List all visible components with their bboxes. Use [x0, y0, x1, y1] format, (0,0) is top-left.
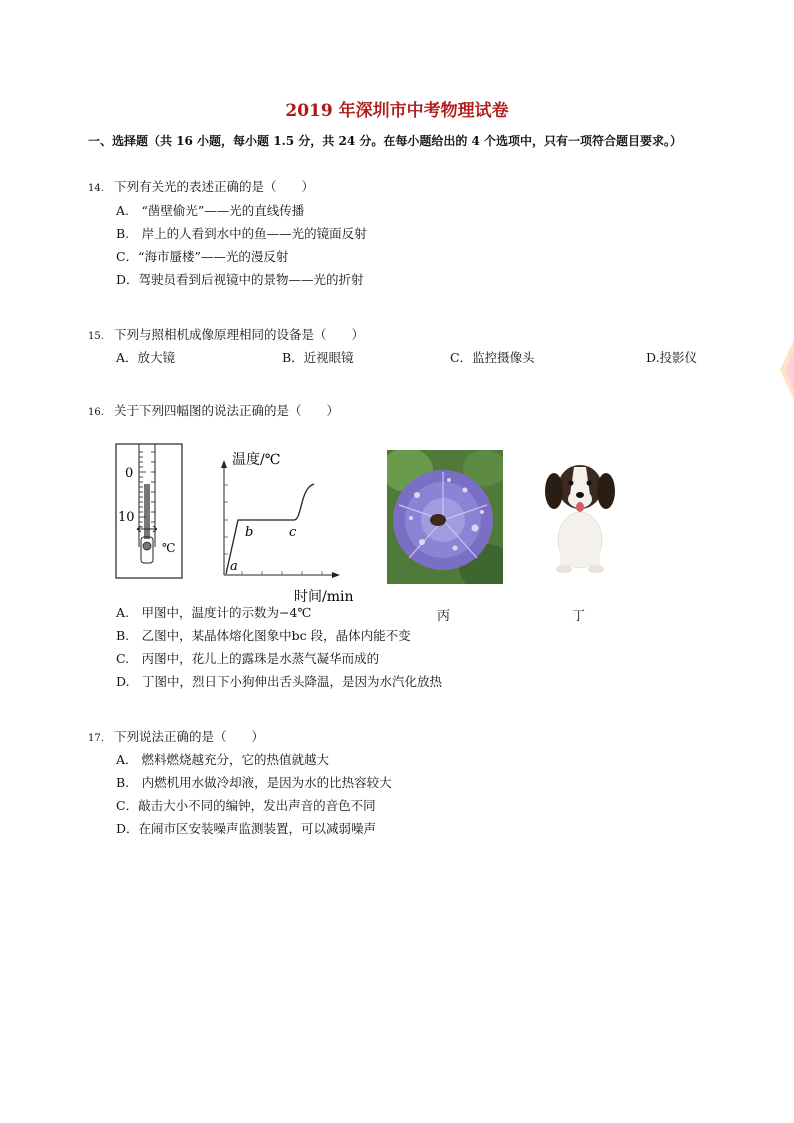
- point-c-label: c: [289, 525, 297, 540]
- question-text: 下列与照相机成像原理相同的设备是（ ）: [114, 327, 365, 342]
- option-a: A. 甲图中，温度计的示数为−4℃: [116, 605, 312, 620]
- edge-decoration: [780, 340, 794, 400]
- dog-tongue: [576, 502, 584, 512]
- x-axis-label: 时间/min: [294, 589, 354, 605]
- thermometer-bulb: [143, 542, 151, 550]
- question-text: 关于下列四幅图的说法正确的是（ ）: [114, 403, 340, 418]
- dog-ear-left: [545, 473, 563, 509]
- flower-photo: [387, 450, 503, 584]
- unit-label: ℃: [162, 541, 176, 555]
- option-d: D．在闹市区安装噪声监测装置，可以减弱噪声: [116, 821, 377, 836]
- dog-eye-right: [587, 481, 592, 486]
- option-a: A．放大镜: [116, 350, 176, 365]
- option-c: C．敲击大小不同的编钟，发出声音的音色不同: [116, 798, 376, 813]
- point-a-label: a: [230, 559, 238, 574]
- option-a: A. “凿壁偷光”——光的直线传播: [116, 203, 305, 218]
- thermometer-figure: [112, 442, 187, 580]
- question-text: 下列有关光的表述正确的是（ ）: [114, 179, 315, 194]
- option-c: C. 丙图中，花儿上的露珠是水蒸气凝华而成的: [116, 651, 380, 666]
- x-ticks: [242, 571, 322, 575]
- caption-bing: 丙: [437, 609, 451, 624]
- option-c: C．“海市蜃楼”——光的漫反射: [116, 249, 289, 264]
- option-d: D．驾驶员看到后视镜中的景物——光的折射: [116, 272, 364, 287]
- question-number: 17.: [88, 733, 104, 744]
- tick-label-0: 0: [125, 466, 134, 481]
- option-b: B. 内燃机用水做冷却液，是因为水的比热容较大: [116, 775, 392, 790]
- option-b: B. 乙图中，某晶体熔化图象中bc 段，晶体内能不变: [116, 628, 411, 643]
- question-15: [88, 323, 364, 348]
- caption-ding: 丁: [572, 609, 586, 624]
- question-16: [88, 399, 339, 424]
- y-axis-label: 温度/℃: [232, 452, 281, 468]
- melting-graph: [210, 450, 378, 605]
- tick-label-10: 10: [118, 510, 135, 525]
- option-b: B. 岸上的人看到水中的鱼——光的镜面反射: [116, 226, 367, 241]
- point-b-label: b: [245, 525, 254, 540]
- option-d: D.投影仪: [646, 350, 698, 365]
- bee: [430, 514, 446, 526]
- page-title: 2019 年深圳市中考物理试卷: [285, 101, 509, 121]
- y-axis-arrow-icon: [221, 460, 227, 468]
- dog-illustration: [540, 455, 620, 575]
- option-c: C．监控摄像头: [450, 350, 535, 365]
- option-d: D. 丁图中，烈日下小狗伸出舌头降温，是因为水汽化放热: [116, 674, 443, 689]
- section-heading: 一、选择题（共 16 小题，每小题 1.5 分，共 24 分。在每小题给出的 4 个选项中，只有一项符合题目要求。）: [88, 134, 683, 148]
- question-17: [88, 725, 264, 750]
- question-number: 15.: [88, 331, 104, 342]
- dog-eye-left: [569, 481, 574, 486]
- y-ticks: [224, 485, 228, 554]
- question-14: [88, 175, 314, 200]
- question-text: 下列说法正确的是（ ）: [114, 729, 265, 744]
- dog-ear-right: [597, 473, 615, 509]
- x-axis-arrow-icon: [332, 572, 340, 578]
- dog-nose: [576, 492, 584, 498]
- option-a: A. 燃料燃烧越充分，它的热值就越大: [116, 752, 330, 767]
- question-number: 14.: [88, 183, 104, 194]
- option-b: B．近视眼镜: [282, 350, 354, 365]
- mercury-column: [144, 484, 150, 539]
- melting-curve: [226, 484, 314, 574]
- question-number: 16.: [88, 407, 104, 418]
